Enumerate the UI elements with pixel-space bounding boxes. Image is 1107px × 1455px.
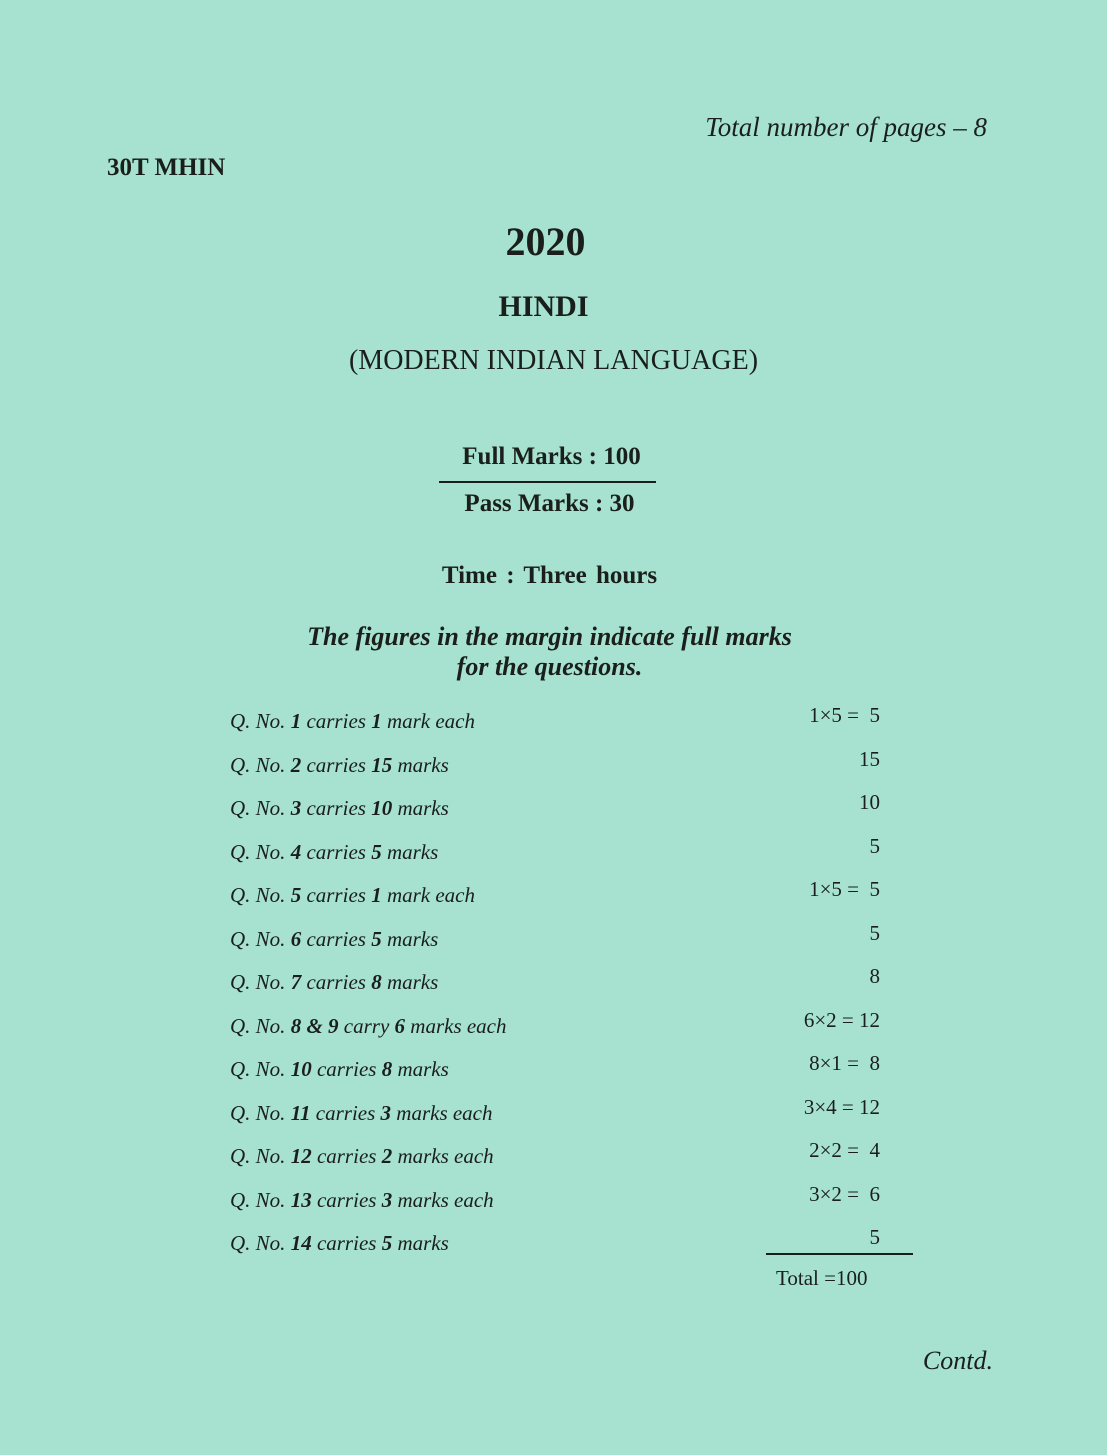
- contd-label: Contd.: [922, 1346, 993, 1375]
- full-marks: Full Marks : 100: [462, 443, 641, 470]
- table-row: Q. No. 2 carries 15 marks 15: [230, 746, 880, 777]
- marks-value: 3×4 = 12: [803, 1094, 880, 1119]
- table-row: Q. No. 12 carries 2 marks each 2×2 = 4: [230, 1138, 880, 1168]
- marks-note-line1: The figures in the margin indicate full marks: [307, 622, 792, 651]
- marks-value: 3×2 = 6: [809, 1181, 880, 1206]
- pass-marks: Pass Marks : 30: [464, 490, 635, 517]
- total-divider: [766, 1253, 913, 1255]
- marks-note-line2: for the questions.: [456, 652, 643, 681]
- marks-value: 5: [869, 1225, 880, 1249]
- table-row: Q. No. 14 carries 5 marks 5: [230, 1225, 880, 1255]
- full-marks-divider: [439, 481, 656, 483]
- marks-value: 15: [859, 746, 880, 771]
- exam-time: Time : Three hours: [441, 562, 658, 589]
- marks-value: 5: [869, 833, 880, 858]
- table-row: Q. No. 7 carries 8 marks 8: [230, 964, 880, 994]
- table-row: Q. No. 1 carries 1 mark each 1×5 = 5: [230, 703, 880, 733]
- paper-code: 30T MHIN: [107, 154, 226, 181]
- table-row: Q. No. 3 carries 10 marks 10: [230, 790, 880, 820]
- subject-subtitle: (MODERN INDIAN LANGUAGE): [348, 345, 759, 376]
- marks-value: 6×2 = 12: [803, 1007, 880, 1032]
- marks-value: 8: [869, 964, 880, 988]
- marks-value: 5: [869, 920, 880, 945]
- table-row: Q. No. 8 & 9 carry 6 marks each 6×2 = 12: [230, 1007, 880, 1038]
- marks-note: [0, 622, 1103, 682]
- marks-value: 2×2 = 4: [809, 1138, 880, 1162]
- marks-distribution-table: [230, 703, 890, 1269]
- table-row: Q. No. 11 carries 3 marks each 3×4 = 12: [230, 1094, 880, 1125]
- marks-value: 8×1 = 8: [809, 1051, 880, 1075]
- table-row: Q. No. 4 carries 5 marks 5: [230, 833, 880, 864]
- marks-value: 1×5 = 5: [809, 703, 880, 727]
- table-row: Q. No. 10 carries 8 marks 8×1 = 8: [230, 1051, 880, 1081]
- table-row: Q. No. 6 carries 5 marks 5: [230, 920, 880, 951]
- subject-title: HINDI: [498, 290, 589, 323]
- marks-value: 10: [859, 790, 880, 814]
- total-pages: Total number of pages – 8: [705, 112, 987, 142]
- table-row: Q. No. 13 carries 3 marks each 3×2 = 6: [230, 1181, 880, 1212]
- marks-value: 1×5 = 5: [809, 877, 880, 901]
- total-marks: Total =100: [776, 1266, 868, 1290]
- exam-year: 2020: [505, 219, 586, 264]
- table-row: Q. No. 5 carries 1 mark each 1×5 = 5: [230, 877, 880, 907]
